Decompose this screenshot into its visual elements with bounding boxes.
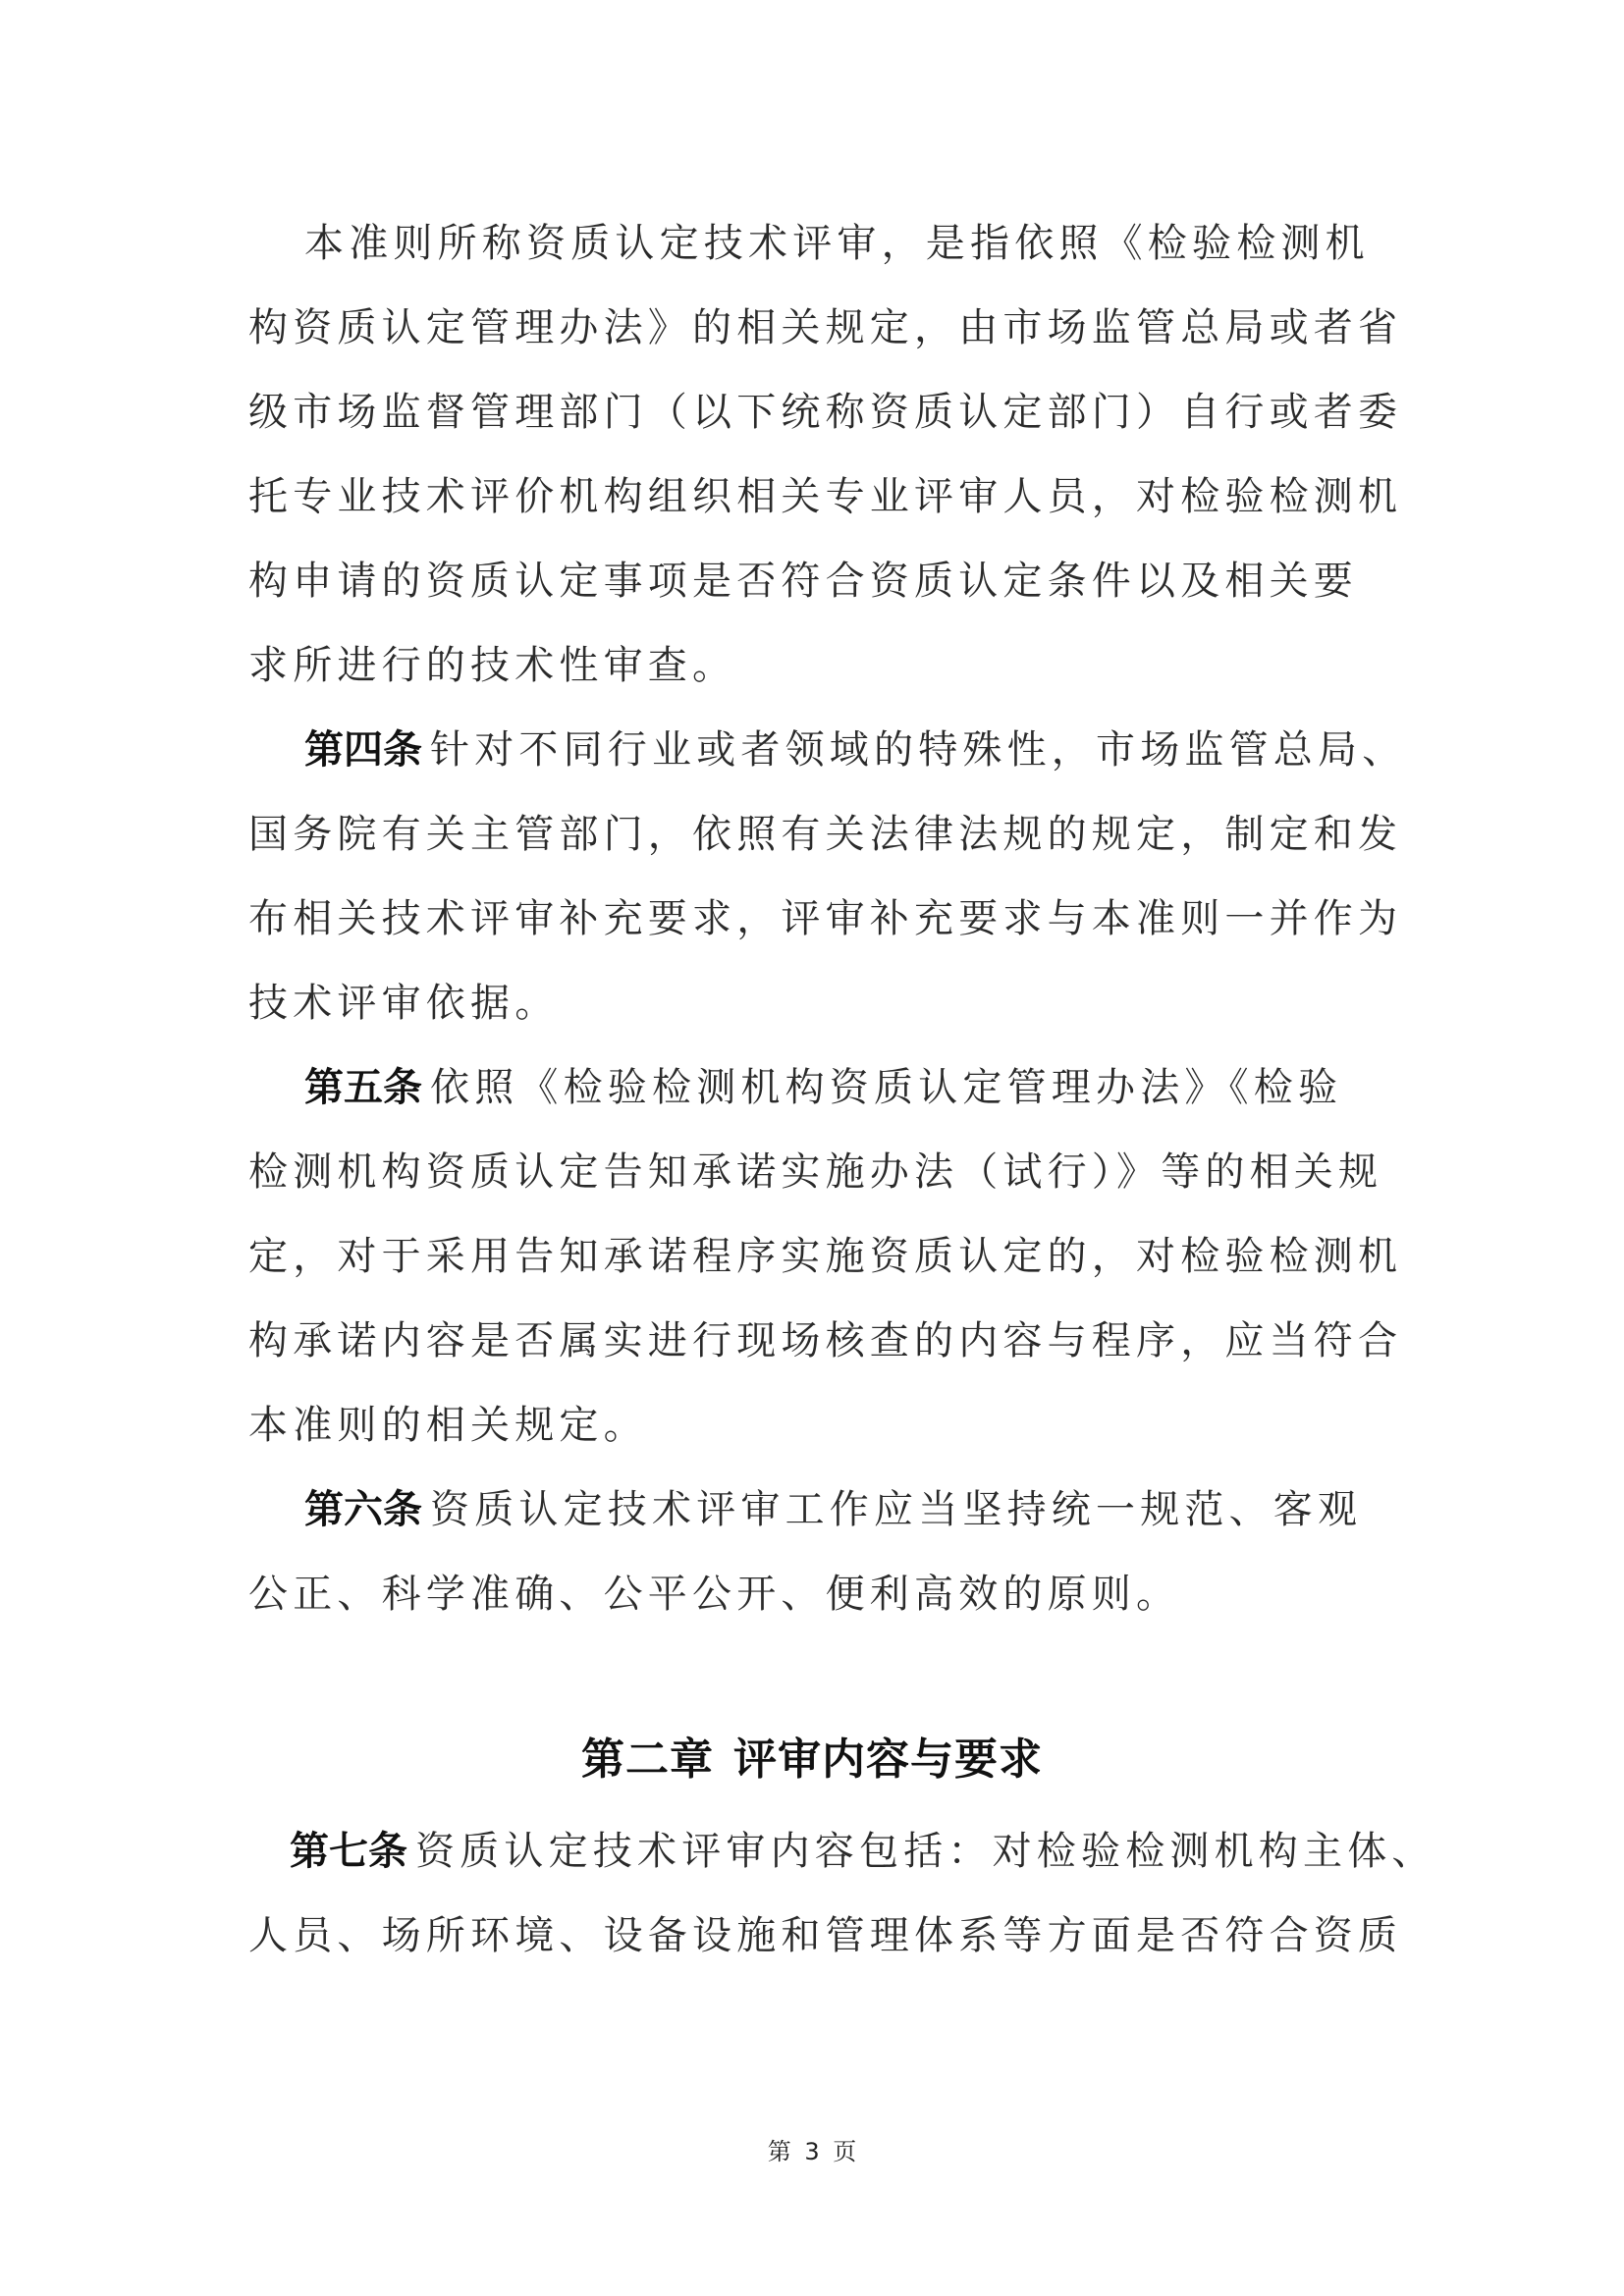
article-5-first-line xyxy=(304,1064,1443,1111)
article-7-label: 第七条 xyxy=(290,1828,407,1874)
paragraph-line: 技术评审依据。 xyxy=(248,981,560,1026)
article-text: 针对不同行业或者领域的特殊性，市场监管总局、 xyxy=(430,727,1407,773)
chapter-title: 评审内容与要求 xyxy=(733,1735,1043,1785)
paragraph-line: 求所进行的技术性审查。 xyxy=(248,643,737,688)
paragraph-line: 构申请的资质认定事项是否符合资质认定条件以及相关要 xyxy=(248,559,1358,604)
article-6-first-line xyxy=(304,1486,1443,1533)
paragraph-line: 定，对于采用告知承诺程序实施资质认定的，对检验检测机 xyxy=(248,1234,1403,1279)
article-text: 资质认定技术评审工作应当坚持统一规范、客观 xyxy=(430,1487,1363,1532)
paragraph-line: 国务院有关主管部门，依照有关法律法规的规定，制定和发 xyxy=(248,812,1403,857)
article-text: 依照《检验检测机构资质认定管理办法》《检验 xyxy=(430,1065,1343,1110)
paragraph-line: 布相关技术评审补充要求，评审补充要求与本准则一并作为 xyxy=(248,896,1403,941)
article-4-label: 第四条 xyxy=(304,726,422,773)
article-6-label: 第六条 xyxy=(304,1486,422,1532)
paragraph-line: 公正、科学准确、公平公开、便利高效的原则。 xyxy=(248,1572,1181,1617)
paragraph-line: 托专业技术评价机构组织相关专业评审人员，对检验检测机 xyxy=(248,474,1403,519)
article-text: 资质认定技术评审内容包括：对检验检测机构主体、 xyxy=(415,1829,1436,1874)
paragraph-line: 本准则所称资质认定技术评审，是指依照《检验检测机 xyxy=(304,221,1370,266)
paragraph-line: 人员、场所环境、设备设施和管理体系等方面是否符合资质 xyxy=(248,1913,1403,1958)
paragraph-line: 构承诺内容是否属实进行现场核查的内容与程序，应当符合 xyxy=(248,1318,1403,1363)
article-5-label: 第五条 xyxy=(304,1064,422,1110)
article-4-first-line xyxy=(304,726,1443,774)
paragraph-line: 本准则的相关规定。 xyxy=(248,1403,648,1448)
paragraph-line: 检测机构资质认定告知承诺实施办法（试行）》等的相关规 xyxy=(248,1149,1383,1195)
page-number: 第 3 页 xyxy=(767,2138,857,2165)
paragraph-line: 级市场监督管理部门（以下统称资质认定部门）自行或者委 xyxy=(248,390,1403,435)
chapter-heading xyxy=(0,1735,1624,1786)
article-7-first-line xyxy=(290,1828,1436,1875)
chapter-number: 第二章 xyxy=(581,1735,714,1785)
paragraph-line: 构资质认定管理办法》的相关规定，由市场监管总局或者省 xyxy=(248,305,1403,350)
